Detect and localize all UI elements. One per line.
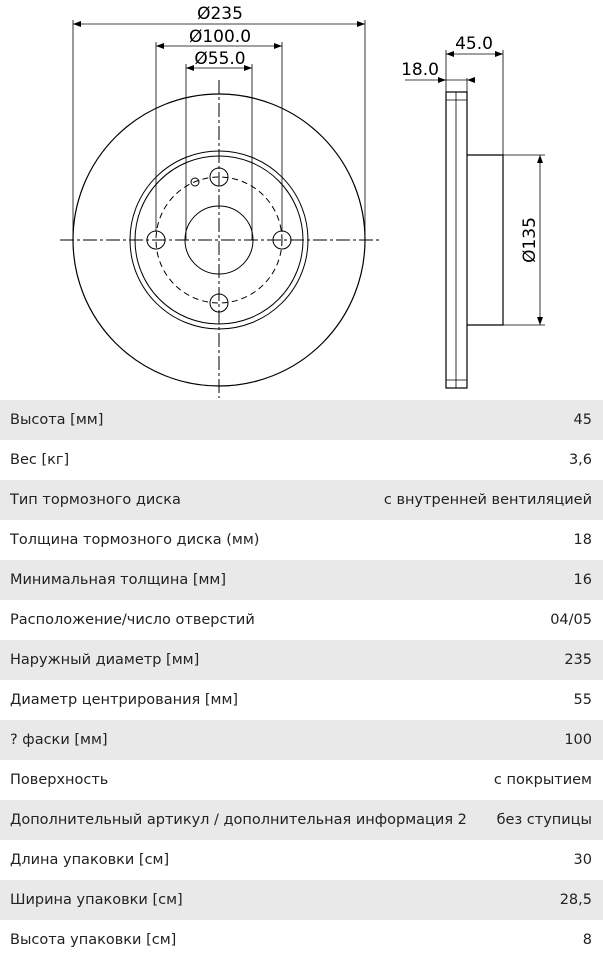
- spec-value: 04/05: [550, 612, 592, 628]
- spec-row: [0, 560, 603, 600]
- spec-row: [0, 480, 603, 520]
- spec-value: 16: [573, 572, 592, 588]
- height-label: 45.0: [455, 34, 493, 54]
- spec-value: с внутренней вентиляцией: [383, 492, 592, 508]
- spec-label: Ширина упаковки [см]: [10, 892, 183, 908]
- spec-label: Высота [мм]: [10, 412, 104, 428]
- spec-row: [0, 600, 603, 640]
- side-disc-section: [446, 92, 467, 388]
- spec-value: 45: [573, 412, 592, 428]
- spec-value: 3,6: [568, 452, 592, 468]
- spec-value: 30: [573, 852, 592, 868]
- spec-label: Толщина тормозного диска (мм): [10, 532, 260, 548]
- brake-disc-drawing: [0, 0, 603, 400]
- spec-row: [0, 640, 603, 680]
- spec-value: 8: [582, 932, 592, 948]
- spec-label: Минимальная толщина [мм]: [10, 572, 227, 588]
- spec-label: Вес [кг]: [10, 452, 70, 468]
- spec-value: 28,5: [559, 892, 592, 908]
- spec-row: [0, 680, 603, 720]
- spec-row: [0, 520, 603, 560]
- spec-label: Длина упаковки [см]: [10, 852, 170, 868]
- spec-label: ? фаски [мм]: [10, 732, 108, 748]
- spec-value: 55: [573, 692, 592, 708]
- spec-row: [0, 400, 603, 440]
- thickness-label: 18.0: [401, 60, 439, 80]
- spec-row: [0, 880, 603, 920]
- outer-diameter-label: Ø235: [197, 4, 243, 24]
- hub-diameter-label: Ø135: [520, 217, 540, 263]
- spec-value: 100: [564, 732, 592, 748]
- spec-value: 18: [573, 532, 592, 548]
- spec-label: Высота упаковки [см]: [10, 932, 177, 948]
- center-bore-label: Ø55.0: [194, 49, 246, 69]
- spec-label: Тип тормозного диска: [10, 492, 181, 508]
- spec-value: с покрытием: [493, 772, 592, 788]
- center-bore: [185, 206, 253, 274]
- spec-row: [0, 720, 603, 760]
- spec-row: [0, 920, 603, 960]
- spec-label: Поверхность: [10, 772, 109, 788]
- specs-table: [0, 400, 603, 960]
- spec-value: 235: [564, 652, 592, 668]
- spec-row: [0, 440, 603, 480]
- spec-label: Расположение/число отверстий: [10, 612, 255, 628]
- technical-drawing-svg: [0, 0, 603, 400]
- spec-label: Диаметр центрирования [мм]: [10, 692, 239, 708]
- spec-label: Дополнительный артикул / дополнительная информация 2: [10, 812, 467, 828]
- spec-row: [0, 840, 603, 880]
- side-hub-section: [467, 155, 503, 325]
- spec-value: без ступицы: [496, 812, 592, 828]
- spec-label: Наружный диаметр [мм]: [10, 652, 200, 668]
- bolt-circle-label: Ø100.0: [188, 27, 252, 47]
- spec-row: [0, 760, 603, 800]
- spec-row: [0, 800, 603, 840]
